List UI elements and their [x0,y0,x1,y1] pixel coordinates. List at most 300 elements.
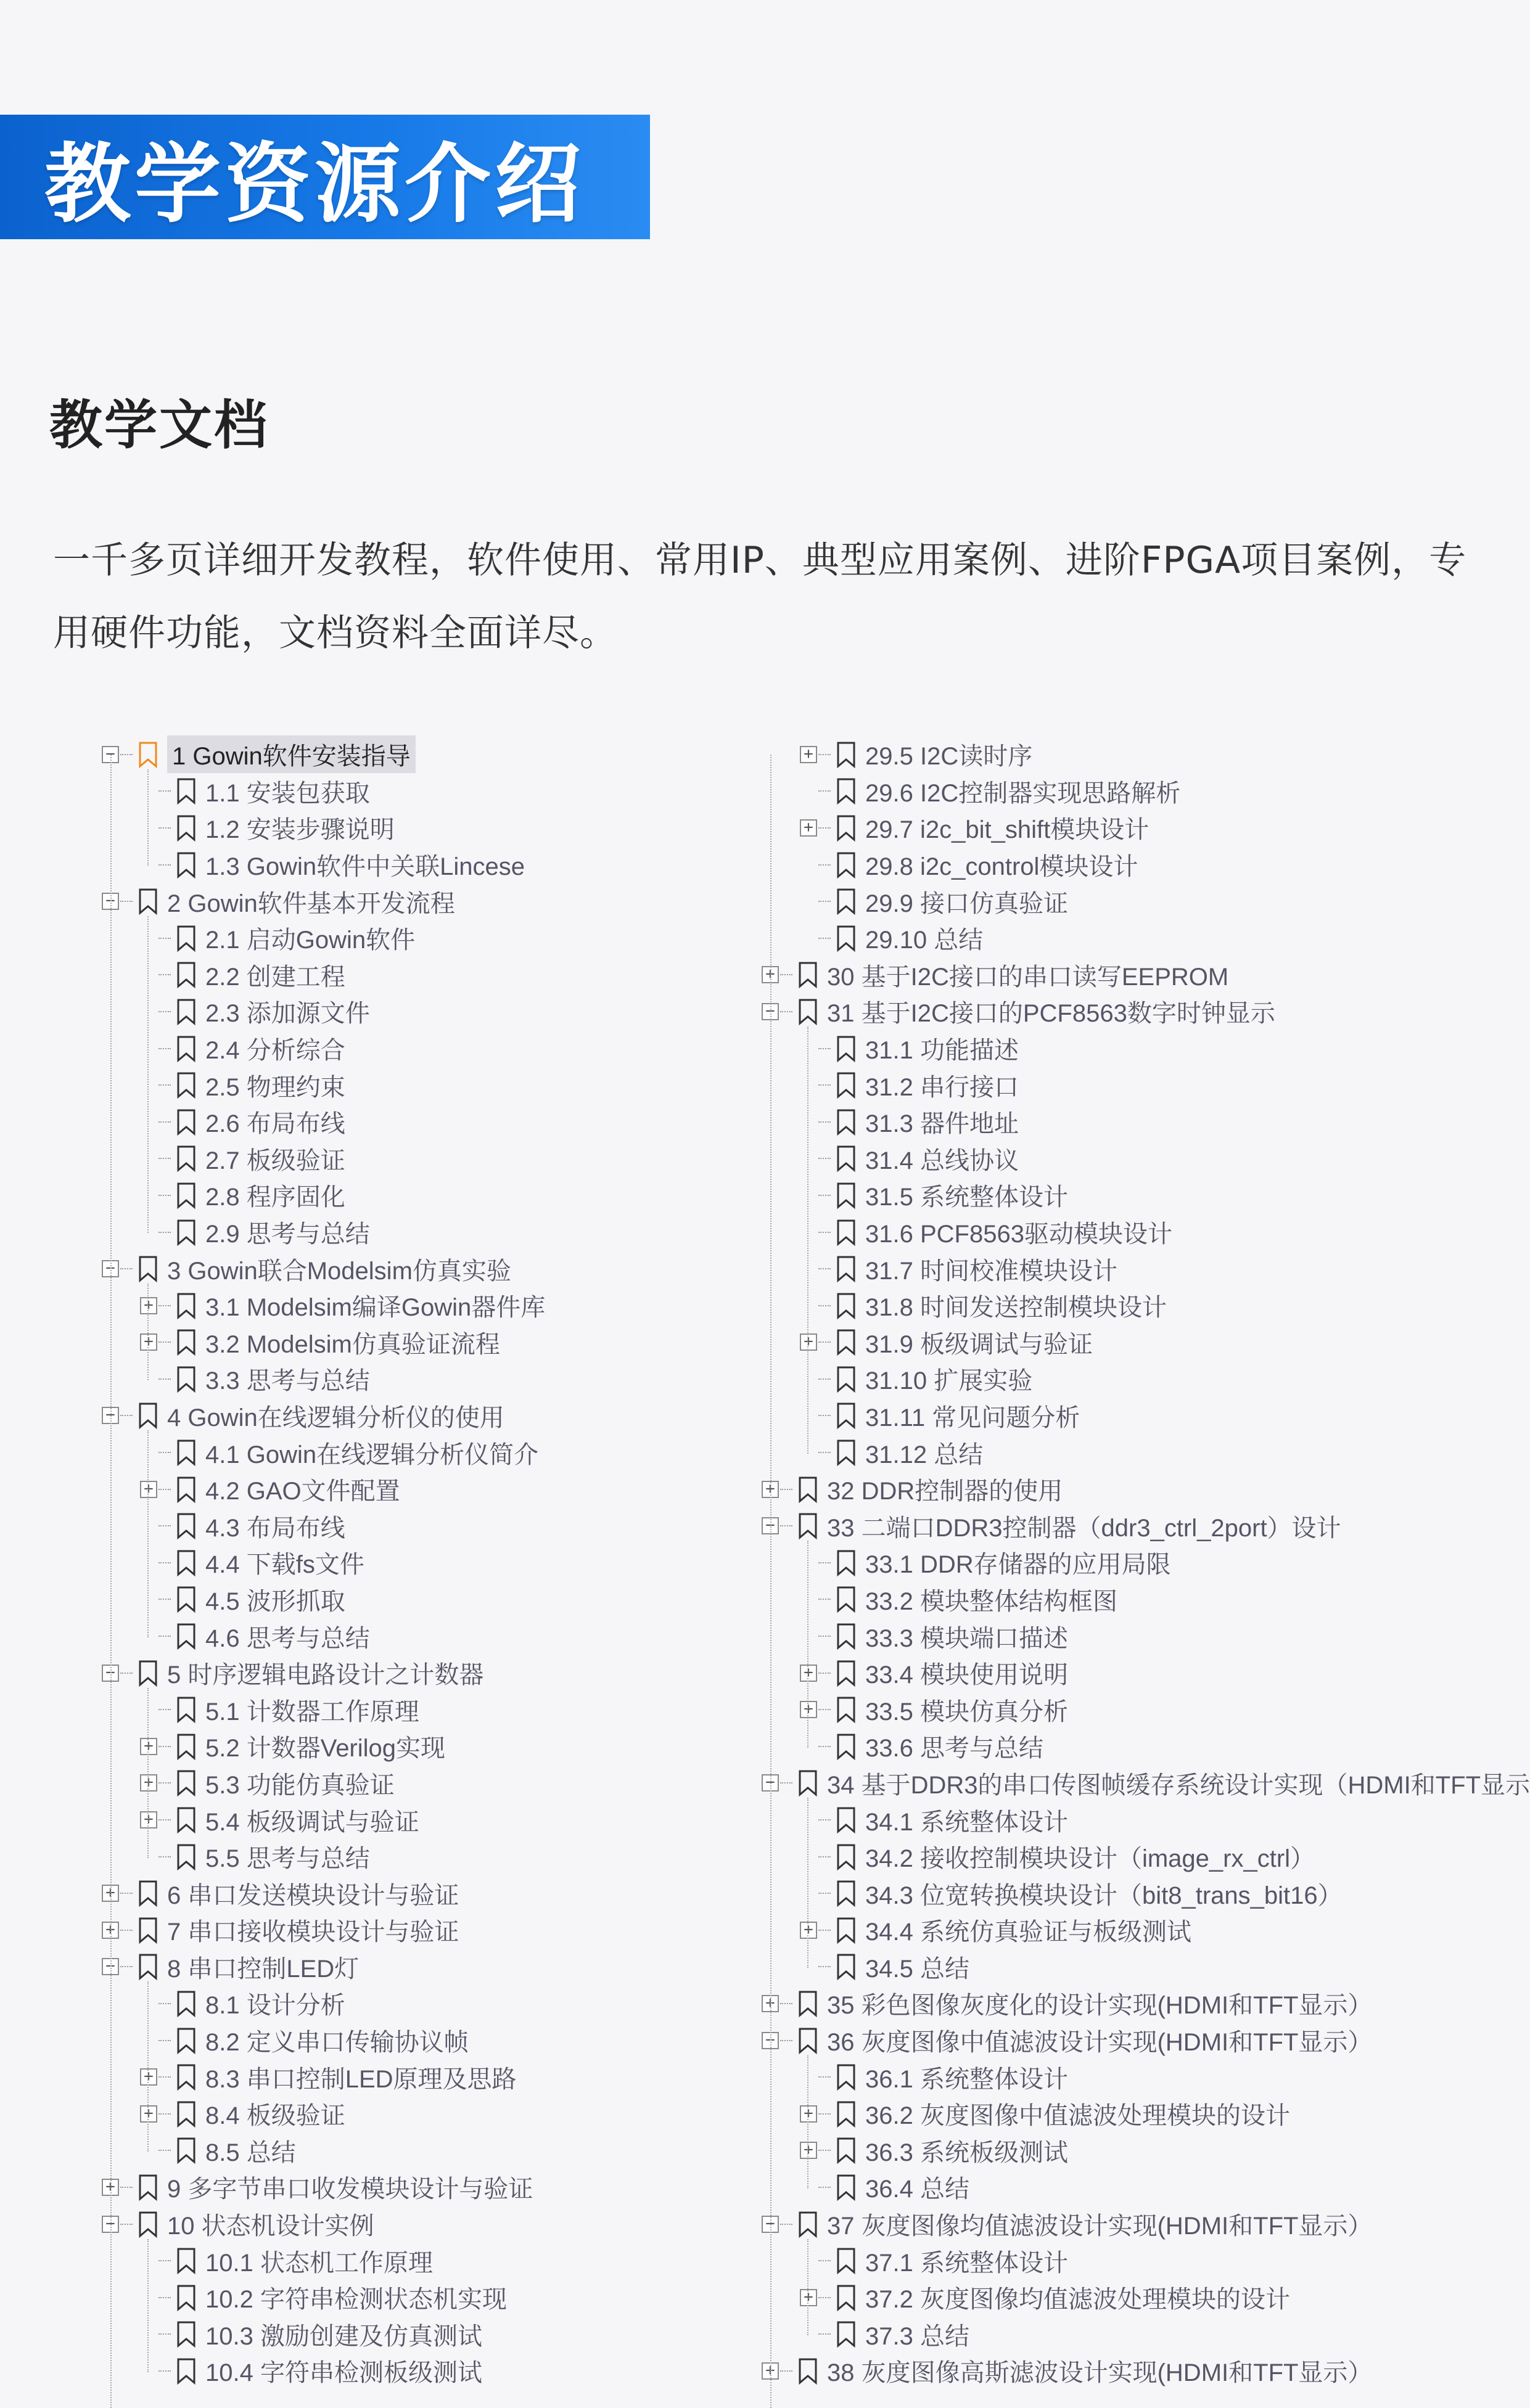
collapse-icon[interactable]: − [102,1260,119,1277]
toc-item-label: 29.6 I2C控制器实现思路解析 [865,779,1181,807]
toc-item-label: 31.11 常见问题分析 [865,1404,1080,1431]
expand-icon[interactable]: + [800,746,817,763]
expand-icon[interactable]: + [800,2289,817,2306]
tree-guide-line [807,1026,808,1454]
collapse-icon[interactable]: − [102,746,119,763]
toc-item-label: 3.3 思考与总结 [205,1367,370,1395]
tree-guide-line [807,1798,808,1968]
toc-item[interactable] [755,773,1526,810]
bookmark-icon [836,1660,857,1687]
toc-item[interactable] [755,1618,1526,1655]
toc-item[interactable] [755,2353,1526,2390]
tree-guide-line [147,1430,149,1637]
toc-item[interactable] [96,2316,866,2353]
toc-item[interactable] [96,957,866,994]
bookmark-icon [176,2137,197,2164]
toc-item-label: 33.5 模块仿真分析 [865,1698,1068,1726]
toc-item[interactable] [755,1287,1526,1324]
bookmark-icon [176,1071,197,1099]
toc-item[interactable] [96,2242,866,2279]
toc-item[interactable] [755,1875,1526,1912]
toc-item[interactable] [96,1691,866,1728]
toc-item-label: 31.10 扩展实验 [865,1367,1033,1395]
toc-item-label: 35 彩色图像灰度化的设计实现(HDMI和TFT显示） [827,1992,1373,2020]
bookmark-icon [836,1108,857,1136]
toc-item[interactable] [96,1728,866,1765]
toc-item-label: 2.1 启动Gowin软件 [205,927,416,954]
toc-item-label: 10.4 字符串检测板级测试 [205,2359,482,2387]
bookmark-icon [797,1476,818,1503]
tree-guide-line [147,1688,149,1858]
toc-item-label: 29.10 总结 [865,927,984,954]
toc-item-label: 4.2 GAO文件配置 [205,1478,400,1505]
toc-item-label: 2.8 程序固化 [205,1184,345,1211]
toc-item-label: 3.1 Modelsim编译Gowin器件库 [205,1294,546,1322]
toc-item[interactable] [96,1361,866,1398]
toc-item-label: 34.4 系统仿真验证与板级测试 [865,1919,1191,1946]
toc-item-label: 2.6 布局布线 [205,1110,345,1138]
bookmark-icon [836,1329,857,1356]
toc-item[interactable] [96,1177,866,1214]
banner-title: 教学资源介绍 [44,134,585,235]
bookmark-icon [836,1219,857,1246]
bookmark-icon [176,1733,197,1760]
bookmark-icon [836,925,857,952]
bookmark-icon [836,1145,857,1172]
bookmark-icon [836,1292,857,1319]
toc-item[interactable] [755,1985,1526,2022]
toc-item-label: 10.1 状态机工作原理 [205,2249,433,2277]
toc-item[interactable] [755,736,1526,773]
bookmark-icon [836,2063,857,2091]
bookmark-icon [836,777,857,805]
bookmark-icon [797,1512,818,1539]
toc-item[interactable] [96,1104,866,1141]
toc-item[interactable] [96,2095,866,2132]
bookmark-icon [836,1255,857,1282]
bookmark-icon [797,961,818,988]
bookmark-icon [836,814,857,842]
bookmark-icon [836,1071,857,1099]
toc-item-label: 8 串口控制LED灯 [167,1955,360,1983]
tree-root-line [110,755,112,2408]
collapse-icon[interactable]: − [102,2216,119,2233]
toc-item[interactable] [755,1067,1526,1104]
toc-item[interactable] [96,920,866,957]
bookmark-icon [836,1806,857,1833]
toc-item-label: 2.7 板级验证 [205,1147,345,1174]
bookmark-icon [176,2357,197,2385]
bookmark-icon [176,1476,197,1503]
collapse-icon[interactable]: − [762,1003,779,1020]
bookmark-icon [836,2100,857,2127]
bookmark-icon [176,1439,197,1466]
expand-icon[interactable]: + [140,2105,157,2123]
expand-icon[interactable]: + [140,1774,157,1792]
toc-item-label: 36.3 系统板级测试 [865,2139,1068,2166]
toc-item[interactable] [96,1287,866,1324]
bookmark-icon [836,1733,857,1760]
collapse-icon[interactable]: − [762,1774,779,1792]
bookmark-icon [797,1990,818,2017]
bookmark-icon [176,961,197,988]
collapse-icon[interactable]: − [102,893,119,910]
toc-item-label: 31.5 系统整体设计 [865,1184,1068,1211]
toc-item-label: 37 灰度图像均值滤波设计实现(HDMI和TFT显示） [827,2213,1373,2240]
toc-item-label: 4 Gowin在线逻辑分析仪的使用 [167,1404,504,1431]
toc-item-label: 29.5 I2C读时序 [865,743,1033,771]
toc-item[interactable] [96,1507,866,1544]
expand-icon[interactable]: + [140,1738,157,1755]
toc-item-label: 31.6 PCF8563驱动模块设计 [865,1221,1172,1248]
collapse-icon[interactable]: − [762,2032,779,2049]
toc-item-label: 33.6 思考与总结 [865,1735,1043,1763]
bookmark-icon [836,2247,857,2274]
toc-item-label: 34.1 系统整体设计 [865,1808,1068,1836]
toc-item[interactable] [96,773,866,810]
bookmark-icon [836,888,857,915]
bookmark-icon [797,2211,818,2238]
toc-item[interactable] [96,1655,866,1692]
toc-item-label: 31.12 总结 [865,1441,984,1468]
toc-item-label: 37.2 灰度图像均值滤波处理模块的设计 [865,2286,1290,2314]
bookmark-icon [176,2247,197,2274]
toc-item[interactable] [755,2242,1526,2279]
toc-item[interactable] [96,1067,866,1104]
toc-item-label: 31 基于I2C接口的PCF8563数字时钟显示 [827,1000,1275,1028]
toc-item[interactable] [755,1361,1526,1398]
bookmark-icon [138,888,158,915]
toc-item[interactable] [96,1912,866,1949]
toc-item-label: 29.8 i2c_control模块设计 [865,853,1138,881]
toc-item[interactable] [96,2206,866,2243]
bookmark-icon [836,2137,857,2164]
bookmark-icon [176,1108,197,1136]
toc-item[interactable] [755,1434,1526,1471]
bookmark-icon [176,2100,197,2127]
tree-guide-line [147,1284,149,1380]
toc-item[interactable] [755,1949,1526,1986]
toc-item-label: 2.3 添加源文件 [205,1000,370,1028]
bookmark-icon [138,2174,158,2201]
toc-item-label: 4.3 布局布线 [205,1514,345,1542]
toc-item-label: 31.1 功能描述 [865,1037,1019,1065]
toc-item-label: 33.2 模块整体结构框图 [865,1587,1117,1615]
toc-item[interactable] [755,2132,1526,2169]
expand-icon[interactable]: + [102,2179,119,2196]
toc-item[interactable] [96,1398,866,1435]
toc-item-label: 10.2 字符串检测状态机实现 [205,2286,507,2314]
toc-item[interactable] [755,809,1526,846]
toc-item[interactable] [755,883,1526,920]
bookmark-icon [176,851,197,878]
toc-item[interactable] [755,1691,1526,1728]
toc-item[interactable] [96,1875,866,1912]
toc-item-label: 37.3 总结 [865,2322,969,2350]
toc-item[interactable] [96,1471,866,1508]
expand-icon[interactable]: + [800,819,817,837]
toc-item[interactable] [755,1544,1526,1581]
toc-item-label: 31.9 板级调试与验证 [865,1330,1093,1358]
toc-item-label: 31.8 时间发送控制模块设计 [865,1294,1167,1322]
toc-item[interactable] [96,736,866,773]
toc-item-label: 33.3 模块端口描述 [865,1624,1068,1652]
collapse-icon[interactable]: − [102,1958,119,1975]
toc-item[interactable] [755,1801,1526,1838]
tree-root-line [770,755,771,2408]
toc-item[interactable] [96,1141,866,1177]
toc-item-label: 31.2 串行接口 [865,1073,1019,1101]
tree-guide-line [807,1541,808,1748]
toc-item-label: 9 多字节串口收发模块设计与验证 [167,2176,533,2203]
toc-item[interactable] [96,809,866,846]
toc-item-label: 37.1 系统整体设计 [865,2249,1068,2277]
toc-item[interactable] [96,2022,866,2059]
toc-item-label: 31.3 器件地址 [865,1110,1019,1138]
tree-guide-line [147,2239,149,2372]
toc-item[interactable] [755,1214,1526,1251]
toc-item-label: 7 串口接收模块设计与验证 [167,1919,459,1946]
toc-item-label: 5 时序逻辑电路设计之计数器 [167,1661,484,1689]
toc-item-label: 10 状态机设计实例 [167,2213,374,2240]
bookmark-icon [836,1953,857,1980]
bookmark-icon [836,1623,857,1650]
bookmark-icon [836,1696,857,1723]
toc-item[interactable] [96,1544,866,1581]
toc-item[interactable] [755,846,1526,883]
bookmark-icon [176,1623,197,1650]
section-title: 教学文档 [49,395,269,456]
expand-icon[interactable]: + [800,2105,817,2123]
bookmark-icon [176,1366,197,1393]
toc-item[interactable] [755,2206,1526,2243]
toc-item[interactable] [96,2279,866,2316]
toc-item[interactable] [96,2353,866,2390]
toc-item[interactable] [96,1618,866,1655]
bookmark-icon [836,1366,857,1393]
tree-guide-line [807,2239,808,2336]
expand-icon[interactable]: + [102,1885,119,1902]
bookmark-icon [176,1990,197,2017]
bookmark-icon [797,1769,818,1796]
toc-item-label: 36 灰度图像中值滤波设计实现(HDMI和TFT显示） [827,2029,1373,2057]
toc-item-label: 5.2 计数器Verilog实现 [205,1735,446,1763]
toc-item-label: 5.3 功能仿真验证 [205,1771,395,1799]
toc-item[interactable] [755,1581,1526,1618]
toc-item[interactable] [755,2058,1526,2095]
bookmark-icon [836,1917,857,1944]
toc-item[interactable] [96,1030,866,1067]
expand-icon[interactable]: + [762,966,779,983]
bookmark-icon [138,1660,158,1687]
toc-item[interactable] [96,1801,866,1838]
toc-item[interactable] [96,1581,866,1618]
toc-tree-left [96,736,866,2387]
toc-item-label: 4.6 思考与总结 [205,1624,370,1652]
toc-item[interactable] [755,2279,1526,2316]
toc-item[interactable] [96,2132,866,2169]
bookmark-icon [138,741,158,768]
expand-icon[interactable]: + [800,1922,817,1939]
toc-item-label: 5.1 计数器工作原理 [205,1698,419,1726]
toc-item-label: 34.3 位宽转换模块设计（bit8_trans_bit16） [865,1882,1343,1909]
toc-item-label: 36.1 系统整体设计 [865,2065,1068,2093]
expand-icon[interactable]: + [140,1333,157,1351]
bookmark-icon [176,2063,197,2091]
toc-item-label: 36.2 灰度图像中值滤波处理模块的设计 [865,2102,1290,2130]
toc-item[interactable] [755,957,1526,994]
toc-item[interactable] [755,1471,1526,1508]
bookmark-icon [836,851,857,878]
expand-icon[interactable]: + [800,2142,817,2159]
tree-guide-line [147,769,149,866]
toc-item[interactable] [755,1765,1530,1802]
bookmark-icon [836,1586,857,1613]
toc-item[interactable] [96,1214,866,1251]
collapse-icon[interactable]: − [762,1517,779,1534]
toc-item-label: 8.1 设计分析 [205,1992,345,2020]
toc-item[interactable] [755,920,1526,957]
bookmark-icon [176,1329,197,1356]
expand-icon[interactable]: + [800,1701,817,1718]
toc-item-label: 33.1 DDR存储器的应用局限 [865,1551,1171,1579]
toc-item-label: 8.3 串口控制LED原理及思路 [205,2065,517,2093]
toc-item[interactable] [755,2316,1526,2353]
toc-item[interactable] [96,1838,866,1875]
toc-item[interactable] [755,1141,1526,1177]
bookmark-icon [836,1439,857,1466]
bookmark-icon [138,1880,158,1907]
bookmark-icon [836,2320,857,2348]
toc-item[interactable] [96,2169,866,2206]
bookmark-icon [176,1696,197,1723]
toc-item-label: 4.5 波形抓取 [205,1587,345,1615]
bookmark-icon [138,1255,158,1282]
toc-item[interactable] [96,883,866,920]
toc-item-label: 8.4 板级验证 [205,2102,345,2130]
bookmark-icon [176,1512,197,1539]
expand-icon[interactable]: + [800,1665,817,1682]
bookmark-icon [138,1953,158,1980]
collapse-icon[interactable]: − [762,2216,779,2233]
toc-item[interactable] [755,1655,1526,1692]
expand-icon[interactable]: + [800,1333,817,1351]
bookmark-icon [836,1182,857,1209]
toc-tree-right [755,736,1530,2387]
toc-item[interactable] [755,1398,1526,1435]
toc-item[interactable] [755,1177,1526,1214]
toc-item-label: 4.1 Gowin在线逻辑分析仪简介 [205,1441,539,1468]
bookmark-icon [176,1035,197,1062]
toc-item[interactable] [96,1949,866,1986]
expand-icon[interactable]: + [140,1811,157,1829]
toc-item-label: 3.2 Modelsim仿真验证流程 [205,1330,500,1358]
bookmark-icon [176,998,197,1025]
toc-item[interactable] [755,2095,1526,2132]
expand-icon[interactable]: + [140,2068,157,2086]
toc-item[interactable] [96,846,866,883]
expand-icon[interactable]: + [762,2362,779,2380]
intro-paragraph: 一千多页详细开发教程，软件使用、常用IP、典型应用案例、进阶FPGA项目案例，专用硬件功能，文档资料全面详尽。 [53,539,1467,655]
bookmark-icon [797,2357,818,2385]
expand-icon[interactable]: + [140,1481,157,1498]
toc-item[interactable] [96,1324,866,1361]
toc-item-label: 8.2 定义串口传输协议帧 [205,2029,469,2057]
toc-item-label: 31.7 时间校准模块设计 [865,1257,1117,1285]
toc-item-label: 10.3 激励创建及仿真测试 [205,2322,482,2350]
tree-guide-line [147,1981,149,2152]
toc-item[interactable] [96,1250,866,1287]
toc-item-label: 29.9 接口仿真验证 [865,890,1068,917]
toc-item[interactable] [755,2022,1526,2059]
bookmark-icon [176,1806,197,1833]
toc-item[interactable] [96,993,866,1030]
toc-item[interactable] [755,1030,1526,1067]
bookmark-icon [836,1549,857,1576]
bookmark-icon [176,1769,197,1796]
header-banner [0,115,650,239]
tree-guide-line [807,2055,808,2189]
collapse-icon[interactable]: − [102,1407,119,1424]
bookmark-icon [836,2284,857,2311]
bookmark-icon [176,1182,197,1209]
toc-item-label: 2.5 物理约束 [205,1073,345,1101]
toc-item-label: 34.5 总结 [865,1955,969,1983]
toc-item[interactable] [755,2169,1526,2206]
bookmark-icon [176,2027,197,2054]
bookmark-icon [836,1035,857,1062]
toc-item[interactable] [755,1324,1526,1361]
bookmark-icon [797,2027,818,2054]
bookmark-icon [836,1402,857,1429]
toc-item[interactable] [96,2058,866,2095]
toc-item[interactable] [96,1765,866,1802]
expand-icon[interactable]: + [762,1481,779,1498]
expand-icon[interactable]: + [102,1922,119,1939]
bookmark-icon [138,1917,158,1944]
toc-item[interactable] [96,1434,866,1471]
bookmark-icon [836,741,857,768]
bookmark-icon [176,777,197,805]
expand-icon[interactable]: + [762,1995,779,2012]
toc-item[interactable] [96,1985,866,2022]
toc-item-label: 2 Gowin软件基本开发流程 [167,890,455,917]
toc-item[interactable] [755,993,1526,1030]
toc-item[interactable] [755,1838,1526,1875]
toc-item-label: 2.9 思考与总结 [205,1221,370,1248]
toc-item[interactable] [755,1912,1526,1949]
bookmark-icon [176,814,197,842]
bookmark-icon [176,2284,197,2311]
toc-item-label: 3 Gowin联合Modelsim仿真实验 [167,1257,511,1285]
toc-item[interactable] [755,1104,1526,1141]
toc-item-label: 2.4 分析综合 [205,1037,345,1065]
toc-item[interactable] [755,1507,1526,1544]
bookmark-icon [176,1586,197,1613]
bookmark-icon [176,1145,197,1172]
bookmark-icon [176,1549,197,1576]
toc-item[interactable] [755,1728,1526,1765]
toc-item-label: 33 二端口DDR3控制器（ddr3_ctrl_2port）设计 [827,1514,1341,1542]
bookmark-icon [176,2320,197,2348]
toc-item-label: 34.2 接收控制模块设计（image_rx_ctrl） [865,1845,1315,1873]
toc-item-label: 32 DDR控制器的使用 [827,1478,1063,1505]
toc-item[interactable] [755,1250,1526,1287]
toc-item-label: 1.3 Gowin软件中关联Lincese [205,853,525,881]
expand-icon[interactable]: + [140,1297,157,1314]
collapse-icon[interactable]: − [102,1665,119,1682]
toc-item-label: 29.7 i2c_bit_shift模块设计 [865,816,1150,844]
